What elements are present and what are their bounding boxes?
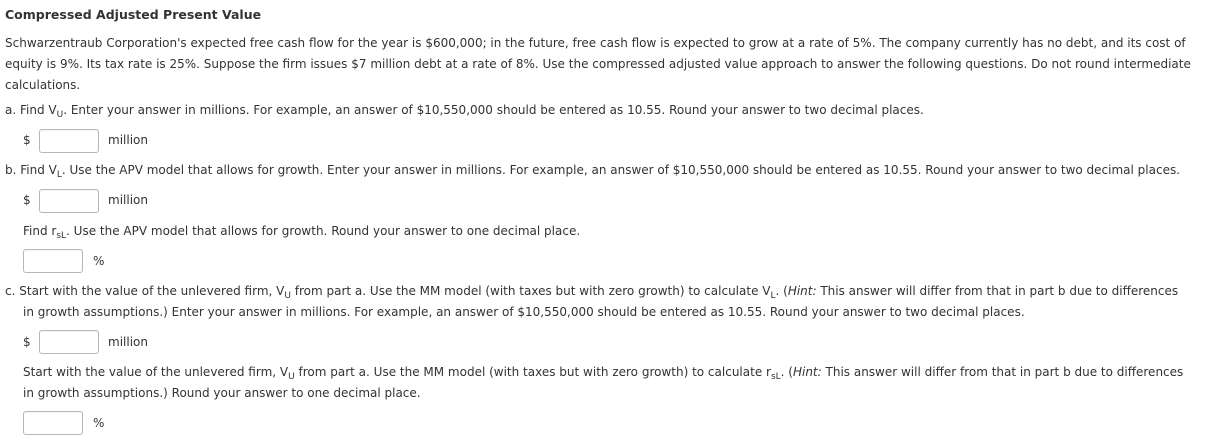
question-c-text: Start with the value of the unlevered firm, V (19, 284, 285, 298)
unit-label: million (108, 193, 148, 207)
question-c-rsl-paren: . ( (780, 365, 793, 379)
question-c-sub1: U (284, 291, 291, 301)
vl-input-field[interactable] (40, 190, 98, 212)
vu-input[interactable] (39, 129, 99, 153)
intro-line-3: calculations. (5, 78, 81, 92)
question-c (5, 284, 1178, 301)
question-a-sub: U (56, 110, 64, 120)
question-c-rsl-sub1: U (288, 372, 295, 382)
question-c-text-mid: from part a. Use the MM model (with taxes but with zero growth) to calculate V (290, 284, 771, 298)
question-c-line-2: in growth assumptions.) Enter your answer in millions. For example, an answer of $10,550,000 should be entered as 10.55. Round your answer to two decimal places. (23, 305, 1025, 319)
question-b (5, 163, 1180, 180)
question-a-label: a. (5, 103, 17, 117)
problem-statement (5, 33, 1207, 96)
question-b-text: Find V (20, 163, 57, 177)
intro-line-1: Schwarzentraub Corporation's expected free cash flow for the year is $600,000; in the future, free cash flow is expected to grow at a rate of 5%. The company currently has no debt, and its cost of (5, 36, 1186, 50)
question-c-paren: . ( (775, 284, 788, 298)
unit-label: million (108, 335, 148, 349)
question-c-sub2: L (770, 291, 776, 301)
rsl-input[interactable] (23, 249, 83, 273)
percent-label: % (93, 416, 105, 430)
question-c-rsl-sub2: sL (770, 372, 781, 382)
question-b-rsl-text-post: . Use the APV model that allows for growth. Round your answer to one decimal place. (66, 224, 581, 238)
question-b-sub: L (56, 170, 62, 180)
question-c-text-post: This answer will differ from that in part b due to differences (816, 284, 1179, 298)
question-c-rsl (23, 365, 1183, 382)
question-b-rsl (23, 224, 580, 241)
unit-label: million (108, 133, 148, 147)
currency-symbol: $ (23, 335, 31, 349)
vl-mm-input[interactable] (39, 330, 99, 354)
question-a-text: Find V (20, 103, 57, 117)
question-c-rsl-text: Start with the value of the unlevered firm, V (23, 365, 289, 379)
question-a (5, 103, 924, 120)
currency-symbol: $ (23, 193, 31, 207)
question-c-rsl-text-mid: from part a. Use the MM model (with taxes but with zero growth) to calculate r (294, 365, 771, 379)
percent-label: % (93, 254, 105, 268)
vl-input[interactable] (39, 189, 99, 213)
question-a-text-post: . Enter your answer in millions. For example, an answer of $10,550,000 should be entered as 10.55. Round your answer to two decimal places. (63, 103, 924, 117)
question-c-rsl-line-2: in growth assumptions.) Round your answer to one decimal place. (23, 386, 421, 400)
hint-label: Hint: (792, 365, 822, 379)
page-title: Compressed Adjusted Present Value (5, 7, 262, 22)
question-b-rsl-sub: sL (56, 231, 67, 241)
currency-symbol: $ (23, 133, 31, 147)
question-b-rsl-text: Find r (23, 224, 57, 238)
rsl-mm-input[interactable] (23, 411, 83, 435)
hint-label: Hint: (787, 284, 817, 298)
rsl-mm-input-field[interactable] (24, 412, 82, 434)
question-b-label: b. (5, 163, 17, 177)
vl-mm-input-field[interactable] (40, 331, 98, 353)
question-c-rsl-text-post: This answer will differ from that in part b due to differences (821, 365, 1184, 379)
question-c-label: c. (5, 284, 16, 298)
question-b-text-post: . Use the APV model that allows for growth. Enter your answer in millions. For example, an answer of $10,550,000 should be entered as 10.55. Round your answer to two decimal places. (61, 163, 1181, 177)
intro-line-2: equity is 9%. Its tax rate is 25%. Suppose the firm issues $7 million debt at a rate of 8%. Use the compressed adjusted value approach to answer the following questions. Do not round intermediate (5, 57, 1191, 71)
rsl-input-field[interactable] (24, 250, 82, 272)
vu-input-field[interactable] (40, 130, 98, 152)
